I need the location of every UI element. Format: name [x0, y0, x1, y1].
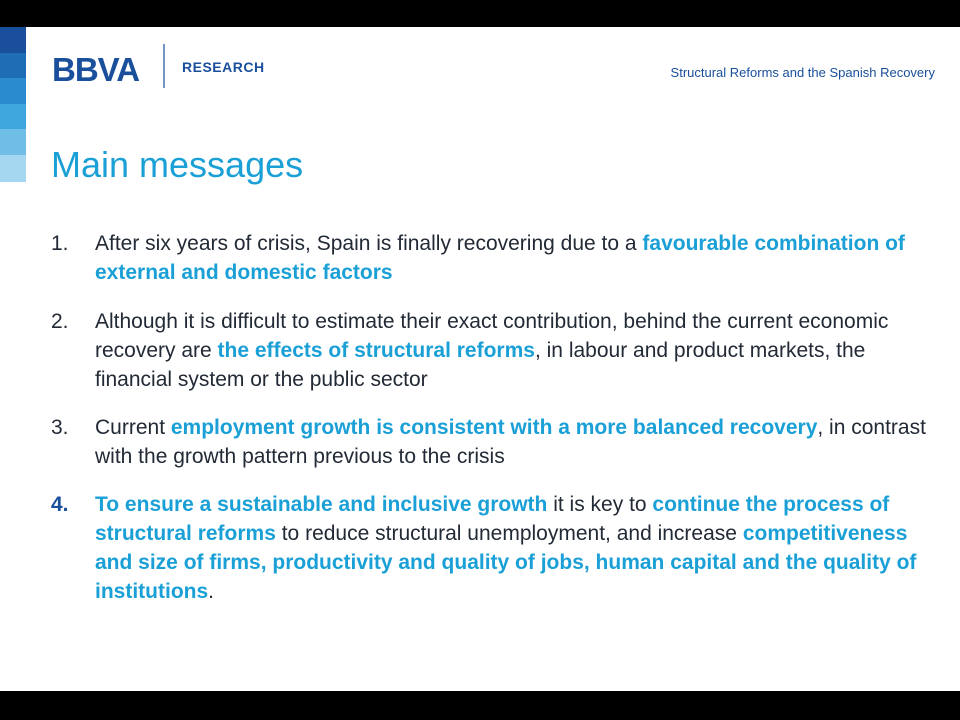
- stripe-block: [0, 155, 26, 182]
- text-segment: it is key to: [547, 493, 653, 516]
- logo-subtext: RESEARCH: [182, 59, 265, 75]
- item-text: [95, 413, 931, 471]
- message-item-4: [51, 490, 931, 606]
- highlight-segment: favourable combination of external and domestic factors: [95, 232, 905, 284]
- slide: [0, 27, 960, 691]
- logo-divider: [163, 44, 165, 88]
- presentation-title: Structural Reforms and the Spanish Recovery: [670, 65, 935, 80]
- text-segment: , in labour and product markets, the financial system or the public sector: [95, 339, 866, 391]
- stripe-block: [0, 53, 26, 78]
- text-segment: .: [208, 580, 214, 603]
- text-segment: to reduce structural unemployment, and increase: [275, 522, 743, 545]
- stripe-block: [0, 78, 26, 104]
- stripe-block: [0, 104, 26, 129]
- message-item-1: [51, 229, 931, 287]
- highlight-segment: competitiveness and size of firms, productivity and quality of jobs, human capital and the quality of institutions: [95, 522, 917, 603]
- item-number: 4.: [51, 493, 69, 516]
- highlight-segment: continue the process of structural reforms: [95, 493, 890, 545]
- highlight-segment: To ensure a sustainable and inclusive growth: [95, 493, 548, 516]
- bbva-logo: BBVA: [52, 51, 140, 88]
- text-segment: After six years of crisis, Spain is finally recovering due to a: [95, 232, 643, 255]
- item-text: [95, 229, 931, 287]
- item-number: 1.: [51, 232, 69, 255]
- page-title: Main messages: [51, 144, 304, 185]
- highlight-segment: the effects of structural reforms: [217, 339, 535, 362]
- item-number: 2.: [51, 310, 69, 333]
- text-segment: Current: [95, 416, 171, 439]
- stripe-block: [0, 129, 26, 155]
- highlight-segment: employment growth is consistent with a more balanced recovery: [170, 416, 818, 439]
- item-text: [95, 490, 931, 606]
- message-item-3: [51, 413, 931, 471]
- text-segment: Although it is difficult to estimate their exact contribution, behind the current economic recovery are: [95, 310, 889, 362]
- message-item-2: [51, 307, 931, 394]
- stripe-block: [0, 27, 26, 53]
- item-text: [95, 307, 931, 394]
- item-number: 3.: [51, 416, 69, 439]
- text-segment: , in contrast with the growth pattern previous to the crisis: [95, 416, 926, 468]
